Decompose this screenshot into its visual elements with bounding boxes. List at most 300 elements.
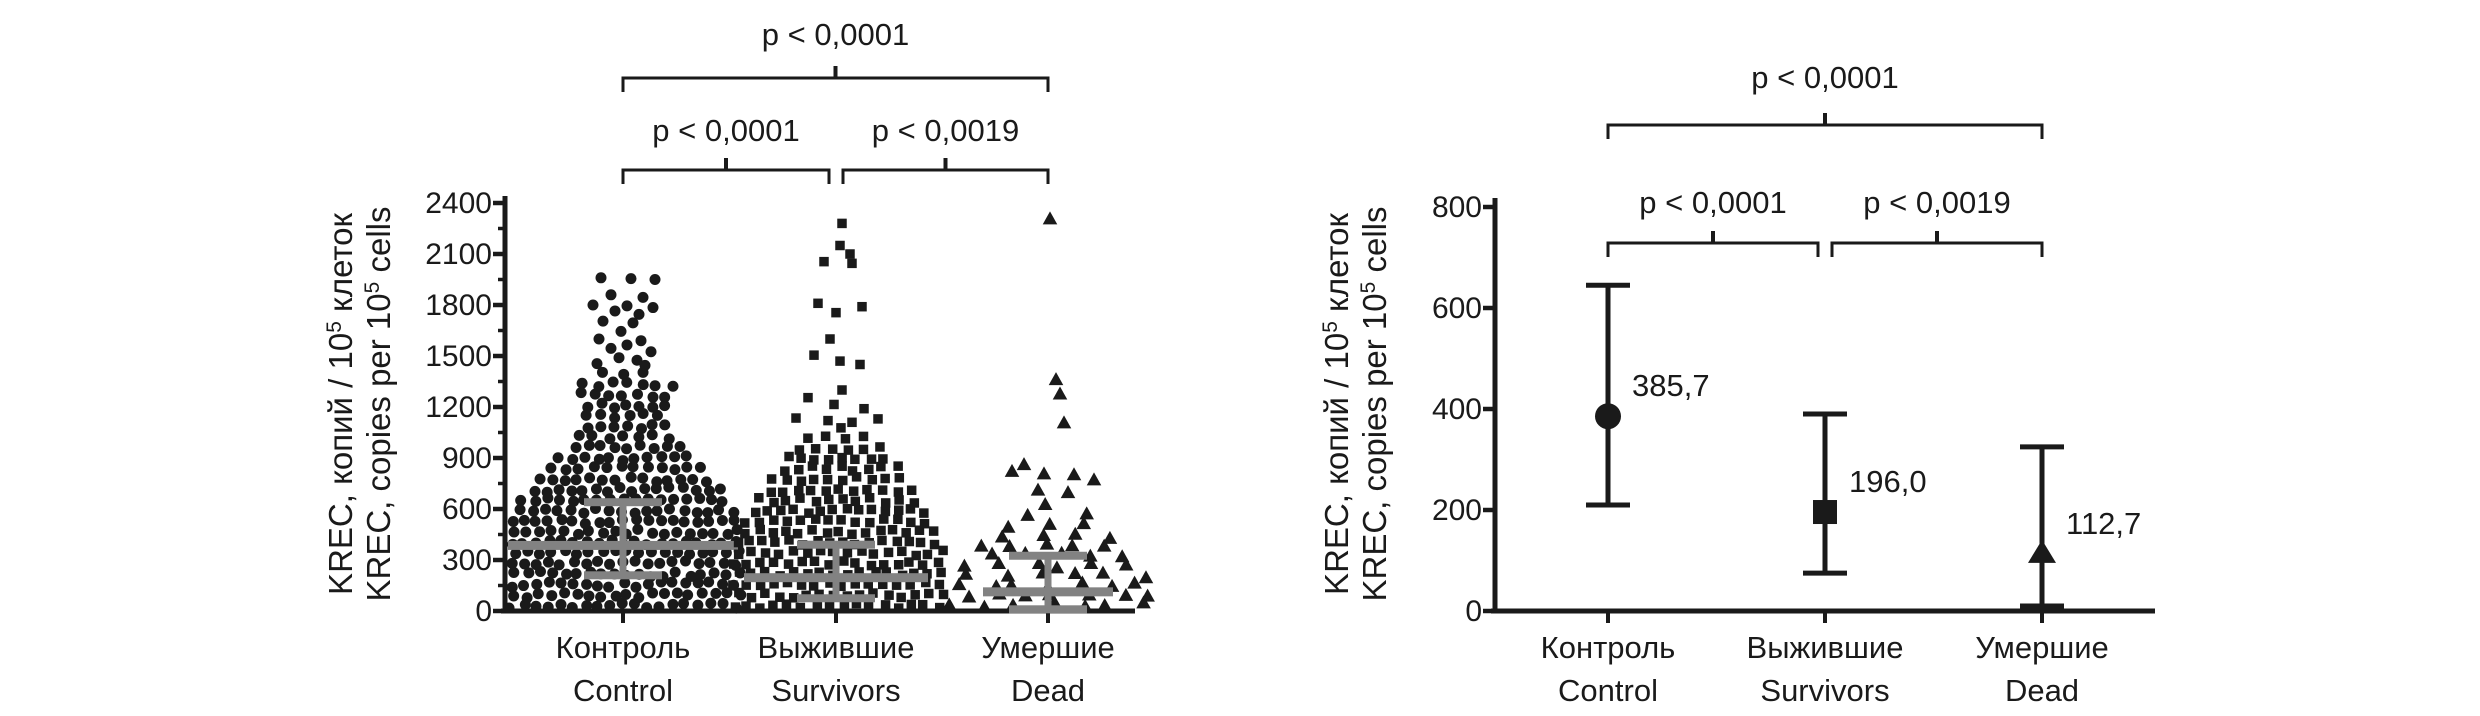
data-point — [701, 476, 712, 487]
data-point — [515, 495, 526, 506]
data-point — [592, 581, 603, 592]
data-point-outlier — [1043, 211, 1058, 224]
data-point — [716, 496, 727, 507]
data-point — [962, 590, 977, 603]
data-point — [616, 390, 627, 401]
data-point — [518, 580, 529, 591]
data-point — [656, 515, 667, 526]
data-point — [893, 515, 903, 525]
p-value-label: p < 0,0001 — [761, 17, 910, 52]
data-point-outlier — [809, 350, 819, 360]
data-point — [647, 528, 658, 539]
data-point — [754, 493, 764, 503]
y-tick-label: 800 — [1431, 191, 1482, 224]
data-point — [611, 591, 622, 602]
data-point-outlier — [606, 289, 617, 300]
data-point — [767, 474, 777, 484]
data-point-outlier — [847, 259, 857, 269]
data-point — [583, 422, 594, 433]
data-point — [985, 546, 1000, 559]
data-point — [809, 581, 819, 591]
data-point — [757, 536, 767, 546]
p-value-label: p < 0,0019 — [871, 113, 1020, 148]
data-point — [595, 409, 606, 420]
data-point — [729, 559, 739, 569]
data-point — [617, 455, 628, 466]
data-point — [508, 516, 519, 527]
data-point — [628, 453, 639, 464]
data-point — [784, 452, 794, 462]
data-point — [604, 433, 615, 444]
category-label-ru: Контроль — [1540, 630, 1676, 665]
y-tick-label: 2100 — [425, 238, 492, 271]
data-point — [651, 476, 662, 487]
data-point — [697, 588, 708, 599]
data-point — [924, 589, 934, 599]
data-point — [584, 472, 595, 483]
data-point — [530, 486, 541, 497]
data-point — [638, 379, 649, 390]
data-point — [595, 592, 606, 603]
data-point — [531, 559, 542, 570]
data-point — [641, 602, 652, 613]
data-point — [796, 515, 806, 525]
y-tick-label: 600 — [1431, 292, 1482, 325]
data-point — [681, 494, 692, 505]
data-point-outlier — [588, 300, 599, 311]
data-point — [595, 421, 606, 432]
data-point — [659, 529, 670, 540]
data-point — [810, 557, 820, 567]
data-point — [504, 603, 515, 614]
data-point — [864, 601, 874, 611]
data-point — [935, 580, 945, 590]
data-point — [656, 451, 667, 462]
data-point — [1115, 549, 1130, 562]
data-point — [719, 558, 730, 569]
data-point — [809, 455, 819, 465]
error-bar-stem — [833, 545, 840, 599]
data-point — [602, 486, 613, 497]
data-point — [547, 474, 558, 485]
data-point — [579, 452, 590, 463]
mean-bar — [744, 573, 928, 582]
data-point — [806, 486, 816, 496]
y-tick-label: 0 — [475, 595, 492, 628]
data-point-outlier — [1017, 457, 1032, 470]
data-point — [823, 515, 833, 525]
y-tick-label: 400 — [1431, 393, 1482, 426]
data-point — [918, 560, 928, 570]
data-point — [680, 505, 691, 516]
data-point — [823, 528, 833, 538]
data-point — [781, 496, 791, 506]
data-point — [803, 433, 813, 443]
data-point — [519, 559, 530, 570]
data-point — [767, 488, 777, 498]
data-point — [630, 582, 641, 593]
data-point — [568, 496, 579, 507]
data-point — [894, 560, 904, 570]
data-point — [642, 452, 653, 463]
error-bar-stem — [1045, 556, 1052, 610]
mean-bar — [983, 587, 1113, 596]
data-point — [797, 557, 807, 567]
data-point — [833, 484, 843, 494]
data-point — [601, 462, 612, 473]
data-point-outlier — [646, 346, 657, 357]
p-value-label: p < 0,0001 — [1639, 185, 1787, 220]
data-point — [675, 474, 686, 485]
data-point — [850, 517, 860, 527]
data-point — [684, 549, 695, 560]
data-point — [778, 488, 788, 498]
data-point — [880, 474, 890, 484]
data-point — [685, 528, 696, 539]
data-point — [755, 603, 765, 613]
data-point — [604, 600, 615, 611]
data-point-outlier — [638, 292, 649, 303]
data-point-outlier — [1087, 472, 1102, 485]
data-point — [838, 494, 848, 504]
data-point — [597, 475, 608, 486]
data-point — [667, 381, 678, 392]
data-point — [571, 568, 582, 579]
data-point — [664, 504, 675, 515]
y-axis-label-ru: KREC, копий / $10^5$ клеток — [322, 213, 359, 595]
data-point — [715, 483, 726, 494]
data-point — [592, 556, 603, 567]
data-point — [675, 441, 686, 452]
data-point — [528, 506, 539, 517]
data-point — [632, 524, 643, 535]
data-point — [920, 519, 930, 529]
data-point — [789, 546, 799, 556]
data-point — [769, 528, 779, 538]
data-point — [554, 559, 565, 570]
data-point — [691, 485, 702, 496]
data-point — [957, 559, 972, 572]
p-value-label: p < 0,0001 — [1751, 60, 1899, 95]
category-label-ru: Выжившие — [1746, 630, 1904, 665]
error-bar-stem — [620, 502, 627, 575]
data-point — [672, 587, 683, 598]
data-point — [633, 592, 644, 603]
data-point — [535, 474, 546, 485]
data-point — [881, 507, 891, 517]
data-point-outlier — [622, 300, 633, 311]
data-point — [838, 476, 848, 486]
data-point — [710, 588, 721, 599]
data-point — [604, 559, 615, 570]
data-point — [1020, 508, 1035, 521]
data-point — [692, 517, 703, 528]
data-point — [755, 518, 765, 528]
data-point — [929, 526, 939, 536]
data-point — [843, 548, 853, 558]
data-point — [734, 538, 744, 548]
category-label-ru: Умершие — [981, 630, 1115, 665]
data-point — [865, 518, 875, 528]
data-point — [626, 472, 637, 483]
data-point — [522, 592, 533, 603]
data-point — [702, 507, 713, 518]
data-point — [939, 590, 949, 600]
data-point — [647, 402, 658, 413]
data-point — [567, 578, 578, 589]
data-point — [747, 593, 757, 603]
y-tick-label: 1500 — [425, 340, 492, 373]
data-point — [609, 412, 620, 423]
error-bar-cap-bottom — [584, 571, 662, 579]
data-point — [670, 567, 681, 578]
y-tick-label: 1800 — [425, 289, 492, 322]
data-point-outlier — [1005, 464, 1020, 477]
data-point — [1042, 517, 1057, 530]
data-point — [647, 419, 658, 430]
category-label-en: Survivors — [1760, 673, 1890, 708]
data-point-outlier — [592, 358, 603, 369]
data-point — [551, 505, 562, 516]
data-point — [571, 442, 582, 453]
y-axis-label-ru: KREC, копий / $10^5$ клеток — [1318, 213, 1355, 595]
data-point — [784, 559, 794, 569]
data-point — [561, 464, 572, 475]
data-point-outlier — [1061, 485, 1076, 498]
data-point — [774, 550, 784, 560]
data-point — [669, 451, 680, 462]
p-value-label: p < 0,0001 — [652, 113, 800, 148]
data-point — [576, 387, 587, 398]
data-point — [803, 548, 813, 558]
data-point — [734, 550, 744, 560]
y-tick-label: 600 — [441, 493, 492, 526]
data-point-outlier — [598, 316, 609, 327]
data-point — [697, 528, 708, 539]
data-point — [746, 547, 756, 557]
y-tick-label: 900 — [441, 442, 492, 475]
data-point — [566, 516, 577, 527]
data-point — [916, 538, 926, 548]
data-point — [1001, 569, 1016, 582]
data-point — [566, 485, 577, 496]
data-point — [769, 498, 779, 508]
data-point — [780, 466, 790, 476]
data-point-outlier — [831, 308, 841, 318]
data-point — [879, 560, 889, 570]
data-point — [581, 579, 592, 590]
data-point-outlier — [823, 416, 833, 426]
data-point — [561, 569, 572, 580]
data-point — [659, 588, 670, 599]
data-point — [581, 600, 592, 611]
data-point — [546, 590, 557, 601]
data-point — [1065, 538, 1080, 551]
data-point — [567, 454, 578, 465]
data-point — [609, 475, 620, 486]
data-point — [796, 453, 806, 463]
data-point — [659, 419, 670, 430]
data-point — [824, 495, 834, 505]
y-axis-label-en: KREC, copies per $10^5$ cells — [1356, 206, 1393, 602]
data-point — [686, 571, 697, 582]
data-point — [643, 558, 654, 569]
data-point — [824, 455, 834, 465]
data-point — [603, 582, 614, 593]
data-point — [626, 486, 637, 497]
data-point — [617, 430, 628, 441]
data-point — [836, 423, 846, 433]
data-point — [554, 495, 565, 506]
data-point-outlier — [594, 334, 605, 345]
data-point — [877, 536, 887, 546]
data-point — [530, 601, 541, 612]
data-point — [894, 603, 904, 613]
data-point — [851, 497, 861, 507]
data-point — [530, 496, 541, 507]
mean-point — [1813, 500, 1837, 524]
data-point — [797, 476, 807, 486]
data-point-outlier — [837, 385, 847, 395]
data-point-outlier — [1049, 372, 1064, 385]
significance-bracket — [843, 170, 1048, 184]
data-point — [728, 580, 738, 590]
category-label-en: Survivors — [771, 673, 901, 708]
data-point — [540, 504, 551, 515]
data-point — [659, 392, 670, 403]
mean-bar — [508, 541, 738, 550]
data-point — [1103, 531, 1118, 544]
data-point-outlier — [614, 352, 625, 363]
data-point — [894, 505, 904, 515]
data-point — [573, 529, 584, 540]
data-point — [844, 445, 854, 455]
y-tick-label: 200 — [1431, 494, 1482, 527]
data-point — [718, 598, 729, 609]
data-point — [824, 560, 834, 570]
data-point — [769, 515, 779, 525]
data-point — [717, 579, 728, 590]
data-point — [622, 420, 633, 431]
data-point — [821, 486, 831, 496]
data-point — [1119, 588, 1134, 601]
right-chart — [1318, 60, 2155, 708]
data-point — [875, 442, 885, 452]
data-point — [919, 508, 929, 518]
data-point — [507, 582, 518, 593]
data-point — [583, 590, 594, 601]
data-point-outlier — [596, 272, 607, 283]
data-point — [647, 392, 658, 403]
data-point-outlier — [1031, 483, 1046, 496]
data-point — [911, 551, 921, 561]
data-point — [881, 498, 891, 508]
data-point — [1038, 497, 1053, 510]
data-point — [582, 402, 593, 413]
data-point — [807, 525, 817, 535]
data-point — [837, 461, 847, 471]
data-point-outlier — [616, 326, 627, 337]
data-point — [974, 539, 989, 552]
data-point — [695, 569, 706, 580]
data-point — [641, 506, 652, 517]
data-point — [884, 548, 894, 558]
data-point — [682, 590, 693, 601]
category-label-en: Control — [1558, 673, 1658, 708]
data-point — [755, 558, 765, 568]
data-point-outlier — [859, 404, 869, 414]
data-point-outlier — [1057, 415, 1072, 428]
data-point — [671, 527, 682, 538]
data-point — [905, 537, 915, 547]
data-point — [595, 440, 606, 451]
data-point — [679, 516, 690, 527]
data-point — [761, 548, 771, 558]
data-point — [717, 515, 728, 526]
data-point-outlier — [835, 356, 845, 366]
data-point-outlier — [835, 241, 845, 251]
data-point — [567, 602, 578, 613]
data-point — [907, 600, 917, 610]
data-point — [639, 483, 650, 494]
significance-bracket — [1608, 125, 2042, 139]
data-point — [669, 464, 680, 475]
data-point — [662, 475, 673, 486]
error-bar-cap-bottom — [1009, 605, 1087, 613]
data-point — [572, 464, 583, 475]
data-point — [795, 445, 805, 455]
data-point — [531, 579, 542, 590]
error-bar-cap-top — [1009, 552, 1087, 560]
data-point — [907, 486, 917, 496]
data-point — [762, 506, 772, 516]
data-point-outlier — [845, 249, 855, 259]
data-point — [709, 567, 720, 578]
data-point — [654, 558, 665, 569]
data-point — [848, 466, 858, 476]
data-point — [720, 569, 731, 580]
data-point — [694, 558, 705, 569]
data-point — [811, 444, 821, 454]
data-point — [657, 462, 668, 473]
data-point — [741, 601, 751, 611]
data-point — [507, 558, 518, 569]
data-point — [897, 547, 907, 557]
data-point — [542, 487, 553, 498]
data-point-outlier — [1037, 466, 1052, 479]
data-point-outlier — [628, 317, 639, 328]
data-point-outlier — [803, 393, 813, 403]
data-point — [775, 592, 785, 602]
data-point — [910, 590, 920, 600]
data-point — [895, 473, 905, 483]
data-point — [668, 515, 679, 526]
data-point — [796, 603, 806, 613]
data-point — [783, 475, 793, 485]
data-point — [1079, 506, 1094, 519]
data-point-outlier — [640, 360, 651, 371]
data-point — [554, 484, 565, 495]
data-point — [509, 526, 520, 537]
data-point — [545, 463, 556, 474]
error-bar-cap-top — [584, 498, 662, 506]
data-point — [604, 517, 615, 528]
data-point — [867, 505, 877, 515]
data-point — [862, 485, 872, 495]
data-point — [604, 505, 615, 516]
data-point — [867, 561, 877, 571]
data-point — [728, 507, 739, 518]
